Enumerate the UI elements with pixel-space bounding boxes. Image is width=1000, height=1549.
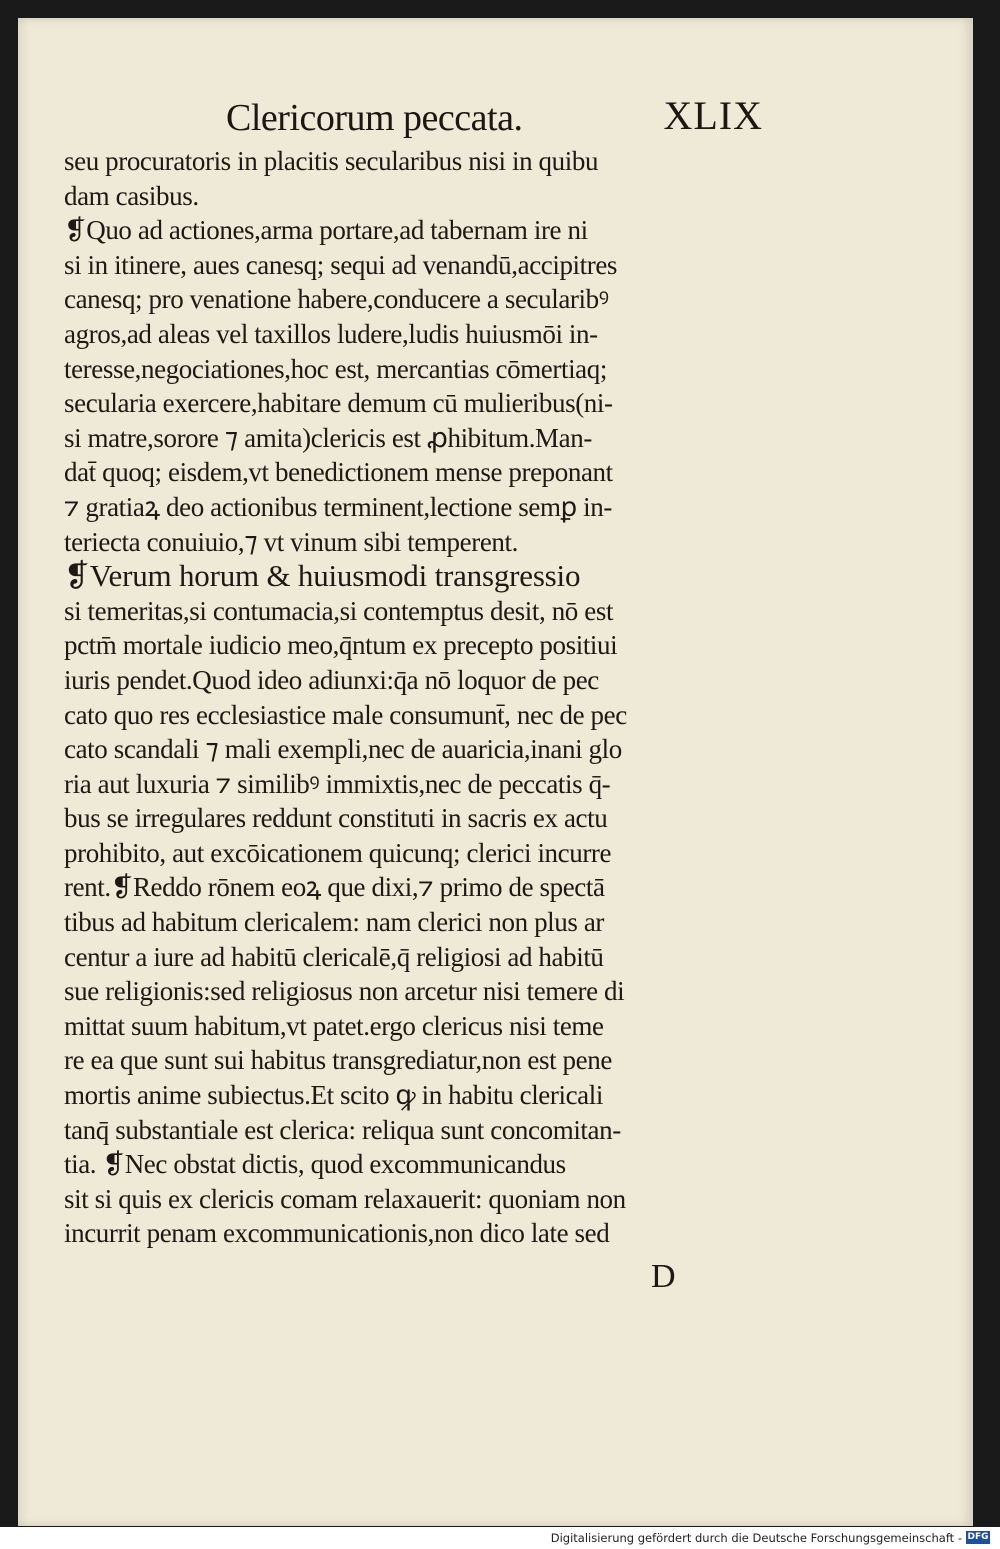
text-line: pctm̄ mortale iudicio meo,q̄ntum ex precepto positiui [64,630,618,661]
text-line: sit si quis ex clericis comam relaxauerit: quoniam non [64,1183,626,1214]
text-line: re ea que sunt sui habitus transgrediatur,non est pene [64,1045,612,1076]
book-page [18,18,973,1526]
text-line: si temeritas,si contumacia,si contemptus desit, nō est [64,595,614,626]
text-line: secularia exercere,habitare demum cū mulieribus(ni- [64,388,613,419]
signature-mark: D [651,1258,676,1295]
text-line: seu procuratoris in placitis secularibus nisi in quibu [64,146,599,176]
text-line: iuris pendet.Quod ideo adiunxi:q̄a nō loquor de pec [64,664,599,695]
text-line: cato quo res ecclesiastice male consumunt̄, nec de pec [64,699,627,730]
text-line: agros,ad aleas vel taxillos ludere,ludis huiusmōi in- [64,318,598,349]
folio-number: XLIX [663,93,763,138]
text-line: centur a iure ad habitū clericalē,q̄ religiosi ad habitū [64,941,604,972]
text-line: si in itinere, aues canesq; sequi ad venandū,accipitres [64,249,618,280]
text-line: prohibito, aut excōicationem quicunq; clerici incurre [64,837,612,868]
text-line: incurrit penam excommunicationis,non dico late sed [64,1218,610,1249]
text-line: sue religionis:sed religiosus non arcetur nisi temere di [64,976,625,1007]
text-line: canesq; pro venatione habere,conducere a secularibꝰ [64,284,609,315]
text-line: si matre,sorore ⁊ amita)clericis est ꝓhibitum.Man- [64,422,592,453]
text-line: tibus ad habitum clericalem: nam clerici non plus ar [64,907,605,938]
text-line: mortis anime subiectus.Et scito ꝙ in habitu clericali [64,1080,603,1111]
text-line: ❡Verum horum & huiusmodi transgressio [64,559,581,594]
text-line: tanq̄ substantiale est clerica: reliqua sunt concomitan- [64,1114,621,1145]
text-line: rent.❡Reddo rōnem eoꝝ que dixi,⁊ primo de spectā [64,872,605,903]
text-line: ria aut luxuria ⁊ similibꝰ immixtis,nec de peccatis q̄- [64,768,611,799]
text-line: tia. ❡Nec obstat dictis, quod excommunicandus [64,1149,566,1180]
text-line: dam casibus. [64,180,199,211]
dfg-logo: DFG [967,1532,989,1542]
text-line: cato scandali ⁊ mali exempli,nec de auaricia,inani glo [64,734,622,765]
text-line: teriecta conuiuio,⁊ vt vinum sibi temperent. [64,526,518,557]
text-line: mittat suum habitum,vt patet.ergo clericus nisi teme [64,1010,604,1041]
text-line: dat̄ quoq; eisdem,vt benedictionem mense preponant [64,457,613,488]
text-line: teresse,negociationes,hoc est, mercantias cōmertiaq; [64,353,607,384]
text-line: bus se irregulares reddunt constituti in sacris ex actu [64,803,608,834]
text-line: ⁊ gratiaꝝ deo actionibus terminent,lectione semꝑ in- [64,491,612,522]
main-text-block [64,144,784,1251]
footer-bar [0,1527,1000,1549]
running-title: Clericorum peccata. [226,97,523,139]
page-header [18,93,973,146]
funding-credit: Digitalisierung gefördert durch die Deutsche Forschungsgemeinschaft - [550,1531,962,1545]
text-line: ❡Quo ad actiones,arma portare,ad tabernam ire ni [64,215,588,246]
